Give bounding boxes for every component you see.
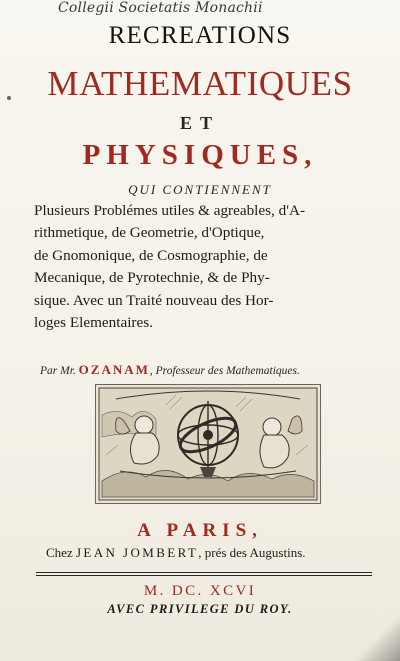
imprint-place: A PARIS,: [137, 520, 263, 541]
publisher-line: [46, 545, 376, 561]
publisher-prefix: Chez: [46, 545, 73, 560]
description-line: de Gnomonique, de Cosmographie, de: [34, 246, 268, 264]
armillary-sphere-engraving-icon: [96, 385, 320, 503]
page-shadow: [340, 601, 400, 661]
description-line: rithmetique, de Geometrie, d'Optique,: [34, 224, 265, 242]
subtitle-qui-contiennent: QUI CONTIENNENT: [128, 182, 272, 197]
handwritten-inscription: Collegii Societatis Monachii: [58, 0, 263, 16]
title-line-recreations: RECREATIONS: [108, 22, 292, 49]
description-line: Plusieurs Problémes utiles & agreables, d'A-: [34, 202, 306, 219]
publisher-name: JEAN JOMBERT: [75, 545, 199, 560]
double-rule-bottom: [36, 575, 372, 576]
publisher-suffix: , prés des Augustins.: [198, 545, 306, 560]
author-line: [40, 362, 370, 378]
double-rule-top: [36, 572, 372, 573]
description-paragraph: [34, 200, 374, 334]
author-name: OZANAM: [78, 362, 150, 377]
description-line: loges Elementaires.: [34, 314, 153, 332]
title-line-physiques: PHYSIQUES,: [82, 139, 318, 171]
author-suffix: , Professeur des Mathematiques.: [149, 365, 300, 377]
engraved-vignette: [95, 384, 321, 504]
title-line-et: ET: [179, 113, 220, 133]
description-line: sique. Avec un Traité nouveau des Hor-: [34, 291, 274, 309]
royal-privilege: AVEC PRIVILEGE DU ROY.: [107, 602, 293, 616]
imprint-year: M. DC. XCVI: [143, 583, 257, 599]
author-prefix: Par Mr.: [40, 365, 76, 377]
description-line: Mecanique, de Pyrotechnie, & de Phy-: [34, 269, 270, 287]
title-line-mathematiques: MATHEMATIQUES: [47, 64, 353, 103]
